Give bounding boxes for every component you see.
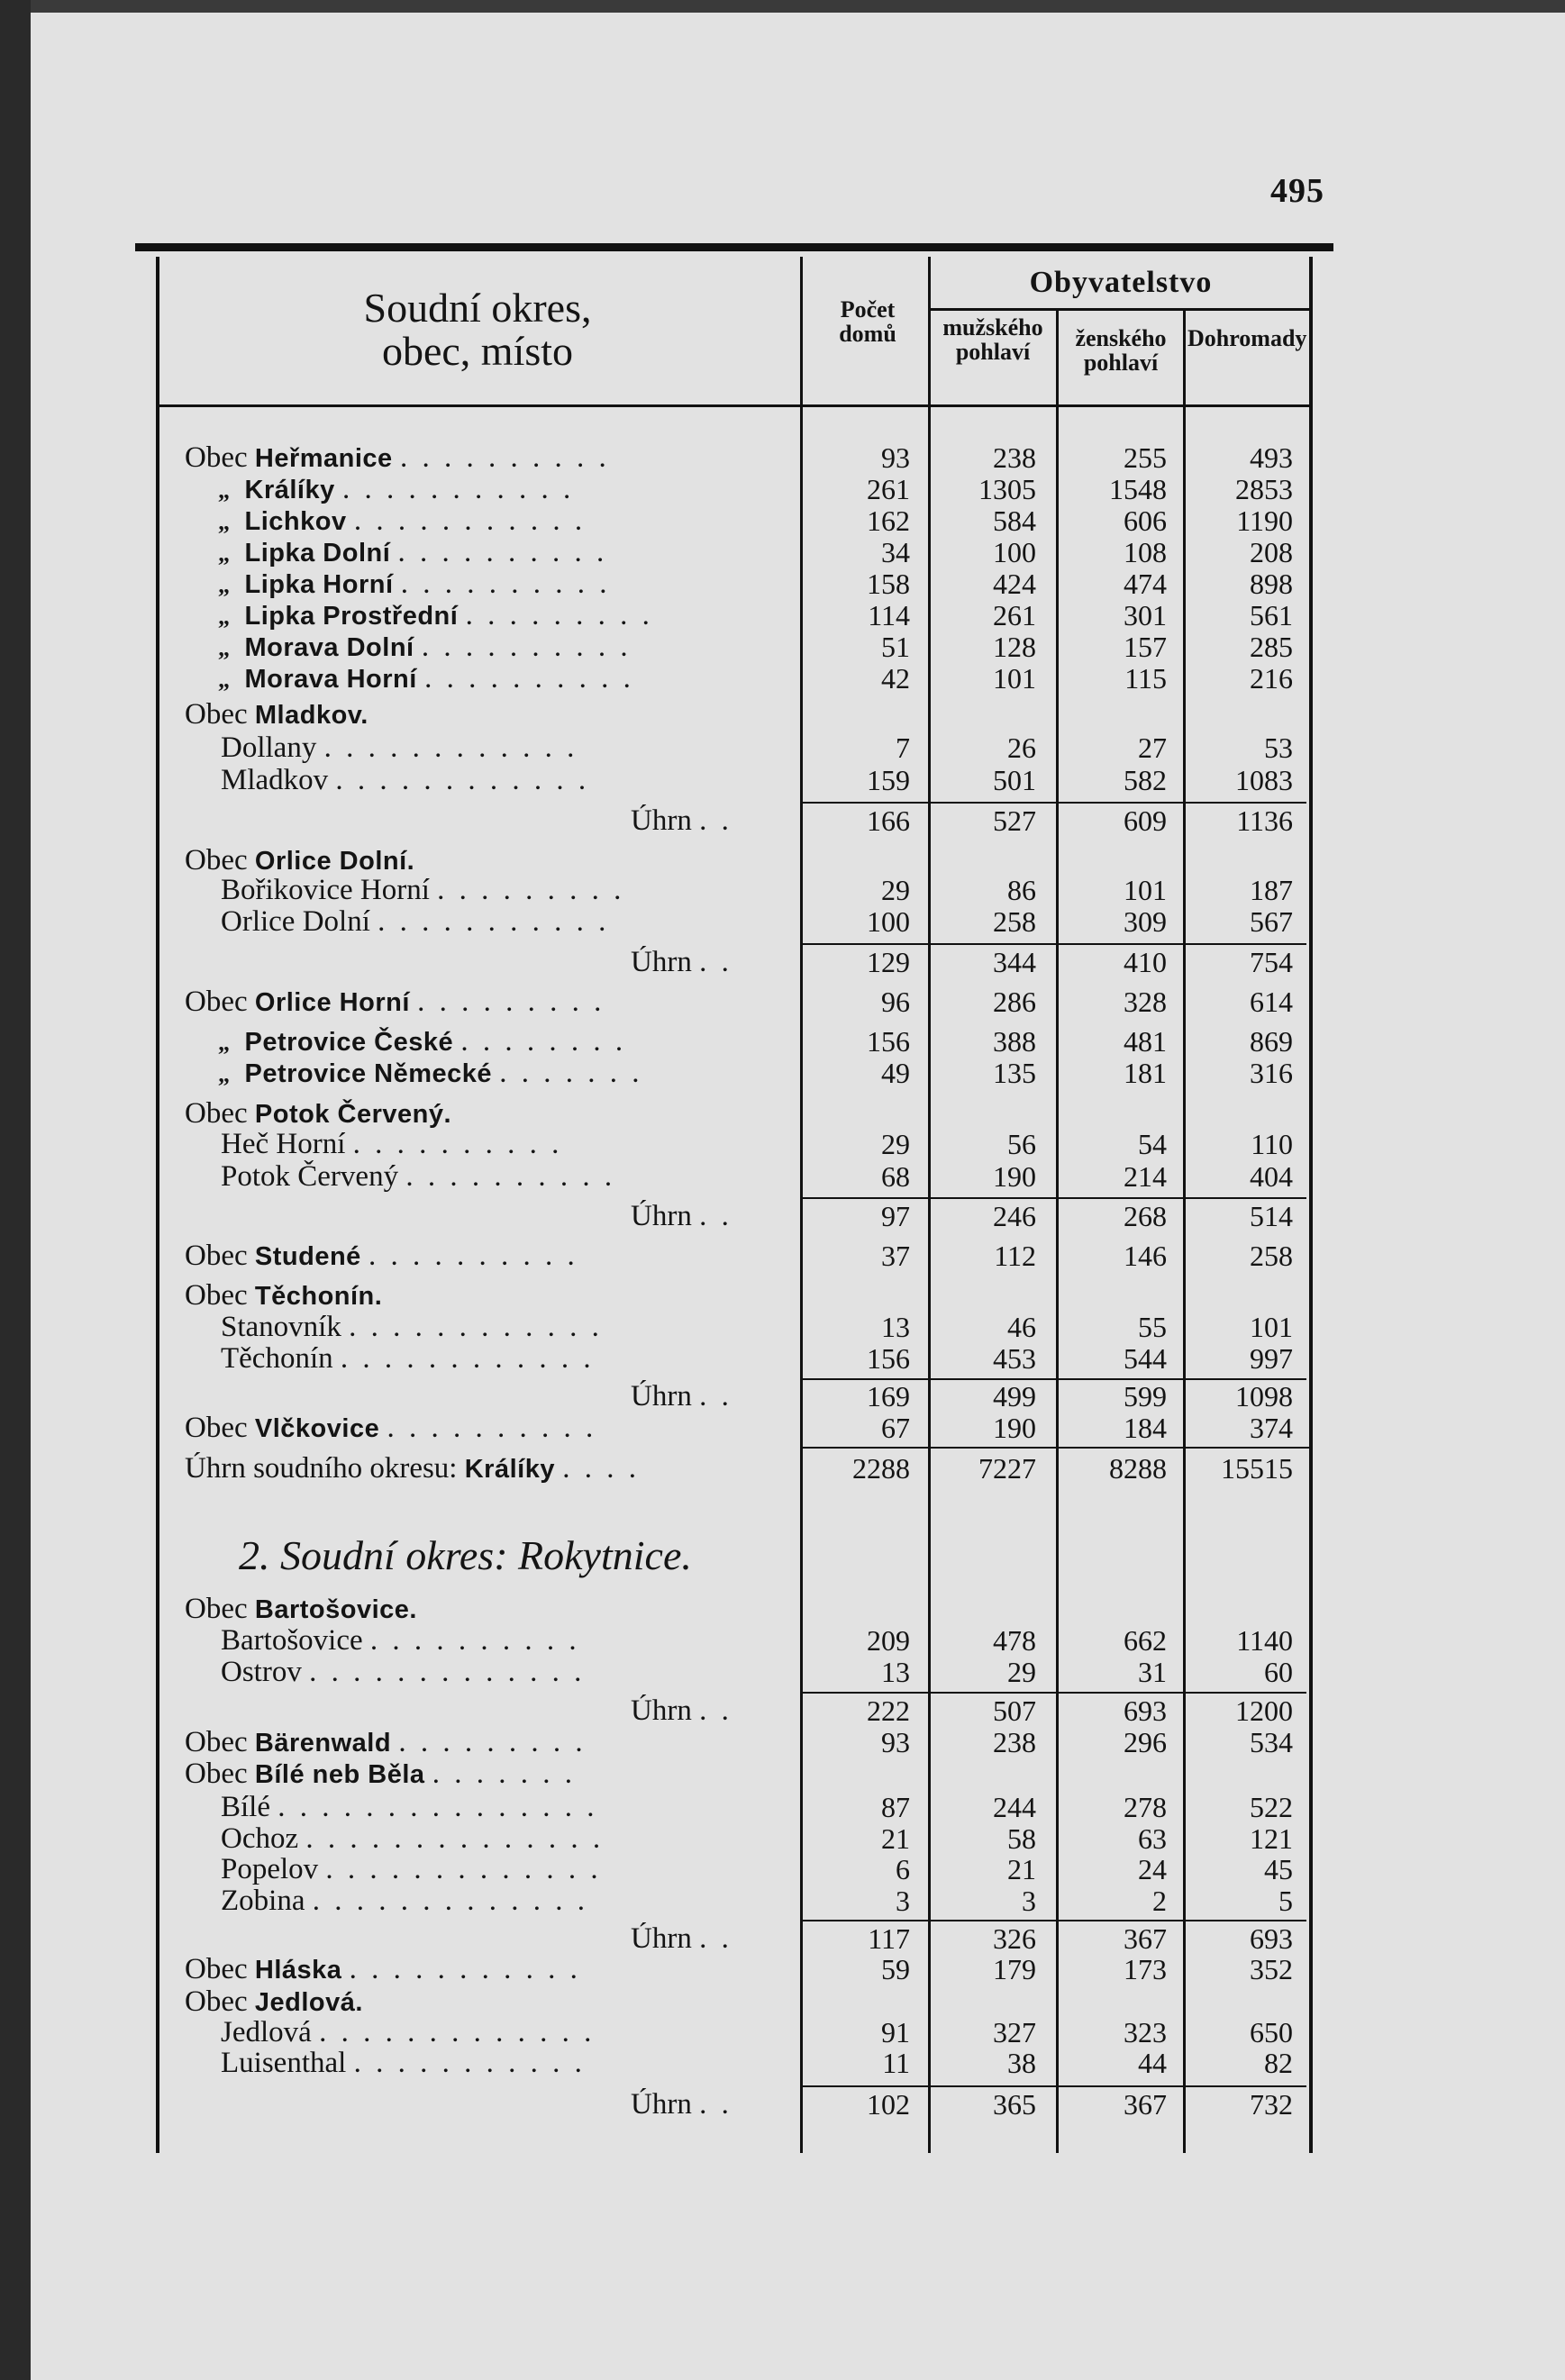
table-row: Potok Červený . . . . . . . . . . 68 190 214 404 — [221, 1160, 1293, 1193]
table-row: Ochoz . . . . . . . . . . . . . . 21 58 63 121 — [221, 1822, 1293, 1855]
table-row: Obec Vlčkovice . . . . . . . . . . 67 190 184 374 — [185, 1412, 1293, 1444]
group-heading: Obec Potok Červený. — [185, 1097, 452, 1130]
place-name: Bartošovice. — [254, 1595, 417, 1624]
page-number: 495 — [1270, 172, 1324, 210]
table-row: Jedlová . . . . . . . . . . . . . 91 327 323 650 — [221, 2016, 1293, 2048]
table-row: „ Králíky . . . . . . . . . . . 261 1305 1548 2853 — [218, 473, 1293, 505]
district-total-row: Úhrn soudního okresu: Králíky . . . . 2288 7227 8288 15515 — [185, 1452, 1293, 1485]
population-header-rule — [930, 308, 1310, 311]
table-row: „ Petrovice Německé . . . . . . . 49 135 181 316 — [218, 1057, 1293, 1089]
sum-rule — [800, 1447, 1309, 1449]
place-name: Vlčkovice — [254, 1414, 380, 1443]
page-top-edge — [0, 0, 1565, 13]
place-name: Králíky — [244, 476, 335, 504]
place-name: Bärenwald — [254, 1729, 392, 1758]
group-heading: Obec Těchonín. — [185, 1279, 383, 1312]
sum-row: Úhrn . . 129 344 410 754 — [631, 946, 1293, 978]
place-name: Petrovice Německé — [244, 1059, 492, 1088]
table-row: Obec Studené . . . . . . . . . . 37 112 146 258 — [185, 1240, 1293, 1272]
place-name: Morava Dolní — [244, 633, 414, 662]
section-title: 2. Soudní okres: Rokytnice. — [239, 1532, 692, 1578]
table-row: Orlice Dolní . . . . . . . . . . . 100 258 309 567 — [221, 905, 1293, 938]
table-row: „ Morava Horní . . . . . . . . . . 42 101 115 216 — [218, 662, 1293, 695]
group-heading: Obec Mladkov. — [185, 698, 369, 731]
place-name: Studené — [254, 1242, 361, 1271]
group-heading: Obec Bartošovice. — [185, 1593, 417, 1625]
place-name: Králíky — [464, 1455, 555, 1484]
table-row: Obec Bärenwald . . . . . . . . . 93 238 296 534 — [185, 1726, 1293, 1758]
place-name: Hláska — [254, 1956, 342, 1985]
place-name: Potok Červený. — [254, 1100, 452, 1129]
sum-row: Úhrn . . 169 499 599 1098 — [631, 1380, 1293, 1413]
header-total: Dohromady — [1187, 325, 1307, 351]
table-row: Bořikovice Horní . . . . . . . . . 29 86 101 187 — [221, 874, 1293, 906]
table-row: „ Lipka Prostřední . . . . . . . . . 114 261 301 561 — [218, 599, 1293, 631]
sum-row: Úhrn . . 102 365 367 732 — [631, 2088, 1293, 2121]
place-name: Petrovice České — [244, 1028, 454, 1057]
table-row: Dollany . . . . . . . . . . . . 7 26 27 53 — [221, 731, 1293, 764]
table-row: Bílé . . . . . . . . . . . . . . . 87 244 278 522 — [221, 1791, 1293, 1823]
place-name: Heřmanice — [254, 444, 393, 473]
table-row: Obec Hláska . . . . . . . . . . . 59 179 173 352 — [185, 1953, 1293, 1985]
header-district: Soudní okres, obec, místo — [363, 285, 592, 375]
table-row: „ Lichkov . . . . . . . . . . . 162 584 606 1190 — [218, 504, 1293, 537]
place-name: Orlice Horní — [254, 988, 410, 1017]
table-row: „ Morava Dolní . . . . . . . . . . 51 128 157 285 — [218, 631, 1293, 663]
sum-row: Úhrn . . 117 326 367 693 — [631, 1922, 1293, 1955]
header-population: Obyvatelstvo — [1029, 266, 1213, 299]
table-top-rule — [135, 243, 1333, 251]
header-houses: Počet domů — [839, 296, 896, 348]
table-row: Popelov . . . . . . . . . . . . . 6 21 24 45 — [221, 1853, 1293, 1885]
table-row: „ Petrovice České . . . . . . . . 156 388 481 869 — [218, 1025, 1293, 1058]
header-bottom-rule — [158, 404, 1311, 407]
place-name: Lipka Dolní — [244, 539, 391, 568]
group-heading: Obec Jedlová. — [185, 1985, 363, 2018]
place-name: Jedlová. — [254, 1988, 363, 2017]
header-male: mužského pohlaví — [942, 314, 1043, 366]
place-name: Morava Horní — [244, 665, 417, 694]
sum-rule — [802, 1920, 1306, 1921]
sum-rule — [802, 1692, 1306, 1694]
group-heading: Obec Orlice Dolní. — [185, 844, 415, 877]
sum-rule — [802, 1197, 1306, 1199]
place-name: Bílé neb Běla — [254, 1760, 425, 1789]
place-name: Mladkov. — [254, 701, 369, 730]
table-row: Stanovník . . . . . . . . . . . . 13 46 55 101 — [221, 1311, 1293, 1343]
header-female: ženského pohlaví — [1075, 325, 1167, 377]
place-name: Lipka Horní — [244, 570, 394, 599]
sum-rule — [802, 2085, 1306, 2087]
place-name: Lipka Prostřední — [244, 602, 459, 631]
sum-row: Úhrn . . 166 527 609 1136 — [631, 804, 1293, 837]
table-row: Ostrov . . . . . . . . . . . . . 13 29 31 60 — [221, 1656, 1293, 1688]
group-heading: Obec Bílé neb Běla . . . . . . . — [185, 1758, 577, 1790]
table-row: Luisenthal . . . . . . . . . . . 11 38 44 82 — [221, 2047, 1293, 2079]
table-row: „ Lipka Horní . . . . . . . . . . 158 424 474 898 — [218, 568, 1293, 600]
place-name: Těchonín. — [254, 1282, 383, 1311]
sum-rule — [802, 802, 1306, 804]
sum-row: Úhrn . . 222 507 693 1200 — [631, 1694, 1293, 1727]
table-row: Heč Horní . . . . . . . . . . 29 56 54 110 — [221, 1128, 1293, 1160]
sum-rule — [802, 943, 1306, 945]
table-row: Mladkov . . . . . . . . . . . . 159 501 582 1083 — [221, 764, 1293, 796]
table-row: Bartošovice . . . . . . . . . . 209 478 662 1140 — [221, 1624, 1293, 1657]
place-name: Orlice Dolní. — [254, 847, 415, 876]
table-row: Obec Heřmanice . . . . . . . . . . 93 238 255 493 — [185, 441, 1293, 474]
table-row: Obec Orlice Horní . . . . . . . . . 96 286 328 614 — [185, 986, 1293, 1018]
table-row: Zobina . . . . . . . . . . . . . 3 3 2 5 — [221, 1885, 1293, 1917]
table-row: Těchonín . . . . . . . . . . . . 156 453 544 997 — [221, 1342, 1293, 1375]
table-row: „ Lipka Dolní . . . . . . . . . . 34 100 108 208 — [218, 536, 1293, 568]
sum-row: Úhrn . . 97 246 268 514 — [631, 1200, 1293, 1232]
place-name: Lichkov — [244, 507, 347, 536]
